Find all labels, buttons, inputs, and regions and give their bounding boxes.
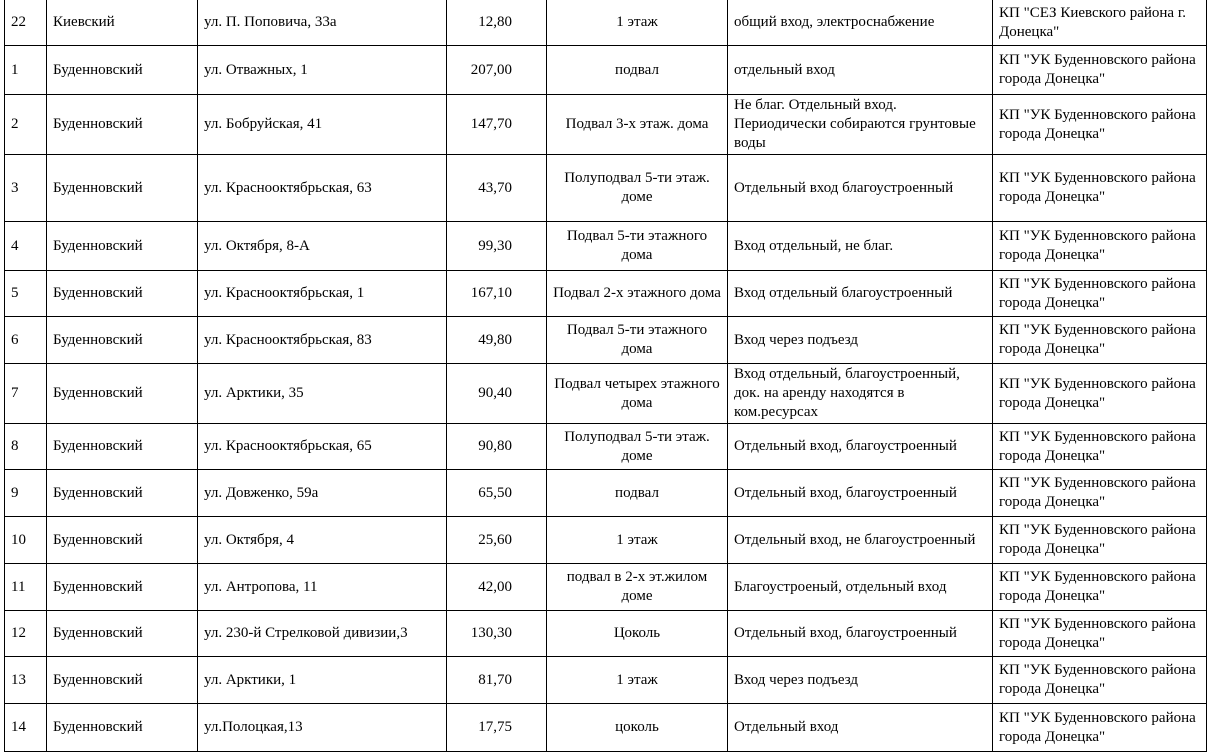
table-row xyxy=(5,271,1207,317)
notes-cell: Вход через подъезд xyxy=(728,657,993,704)
table-row xyxy=(5,46,1207,95)
organization-cell: КП "СЕЗ Киевского района г. Донецка" xyxy=(993,0,1207,46)
district-cell: Буденновский xyxy=(47,657,198,704)
notes-cell: общий вход, электроснабжение xyxy=(728,0,993,46)
floor-cell: 1 этаж xyxy=(547,657,728,704)
area-cell: 65,50 xyxy=(447,470,547,517)
floor-cell: Полуподвал 5-ти этаж. доме xyxy=(547,155,728,222)
row-number: 11 xyxy=(5,564,47,611)
district-cell: Буденновский xyxy=(47,155,198,222)
district-cell: Буденновский xyxy=(47,470,198,517)
table-row xyxy=(5,424,1207,470)
address-cell: ул. Антропова, 11 xyxy=(198,564,447,611)
area-cell: 90,40 xyxy=(447,364,547,424)
district-cell: Киевский xyxy=(47,0,198,46)
organization-cell: КП "УК Буденновского района города Донецка" xyxy=(993,222,1207,271)
district-cell: Буденновский xyxy=(47,271,198,317)
notes-cell: Благоустроеный, отдельный вход xyxy=(728,564,993,611)
notes-cell: Отдельный вход xyxy=(728,704,993,752)
area-cell: 147,70 xyxy=(447,95,547,155)
area-cell: 207,00 xyxy=(447,46,547,95)
notes-cell: Не благ. Отдельный вход. Периодически собираются грунтовые воды xyxy=(728,95,993,155)
area-cell: 49,80 xyxy=(447,317,547,364)
organization-cell: КП "УК Буденновского района города Донецка" xyxy=(993,46,1207,95)
table-row xyxy=(5,364,1207,424)
district-cell: Буденновский xyxy=(47,424,198,470)
premises-table xyxy=(4,0,1207,752)
address-cell: ул.Полоцкая,13 xyxy=(198,704,447,752)
row-number: 8 xyxy=(5,424,47,470)
district-cell: Буденновский xyxy=(47,611,198,657)
notes-cell: Отдельный вход, благоустроенный xyxy=(728,424,993,470)
organization-cell: КП "УК Буденновского района города Донецка" xyxy=(993,317,1207,364)
floor-cell: Полуподвал 5-ти этаж. доме xyxy=(547,424,728,470)
organization-cell: КП "УК Буденновского района города Донецка" xyxy=(993,470,1207,517)
address-cell: ул. Краснооктябрьская, 1 xyxy=(198,271,447,317)
area-cell: 99,30 xyxy=(447,222,547,271)
area-cell: 12,80 xyxy=(447,0,547,46)
floor-cell: цоколь xyxy=(547,704,728,752)
notes-cell: отдельный вход xyxy=(728,46,993,95)
organization-cell: КП "УК Буденновского района города Донецка" xyxy=(993,424,1207,470)
area-cell: 25,60 xyxy=(447,517,547,564)
floor-cell: Цоколь xyxy=(547,611,728,657)
organization-cell: КП "УК Буденновского района города Донецка" xyxy=(993,517,1207,564)
district-cell: Буденновский xyxy=(47,46,198,95)
address-cell: ул. Октября, 4 xyxy=(198,517,447,564)
floor-cell: Подвал 2-х этажного дома xyxy=(547,271,728,317)
notes-cell: Вход отдельный, не благ. xyxy=(728,222,993,271)
organization-cell: КП "УК Буденновского района города Донецка" xyxy=(993,611,1207,657)
address-cell: ул. Октября, 8-А xyxy=(198,222,447,271)
district-cell: Буденновский xyxy=(47,222,198,271)
table-row xyxy=(5,517,1207,564)
row-number: 5 xyxy=(5,271,47,317)
address-cell: ул. Довженко, 59а xyxy=(198,470,447,517)
notes-cell: Отдельный вход, благоустроенный xyxy=(728,611,993,657)
address-cell: ул. Арктики, 35 xyxy=(198,364,447,424)
address-cell: ул. П. Поповича, 33а xyxy=(198,0,447,46)
district-cell: Буденновский xyxy=(47,317,198,364)
notes-cell: Отдельный вход, не благоустроенный xyxy=(728,517,993,564)
floor-cell: 1 этаж xyxy=(547,0,728,46)
organization-cell: КП "УК Буденновского района города Донецка" xyxy=(993,704,1207,752)
area-cell: 17,75 xyxy=(447,704,547,752)
area-cell: 81,70 xyxy=(447,657,547,704)
row-number: 14 xyxy=(5,704,47,752)
notes-cell: Вход отдельный, благоустроенный, док. на аренду находятся в ком.ресурсах xyxy=(728,364,993,424)
floor-cell: подвал в 2-х эт.жилом доме xyxy=(547,564,728,611)
row-number: 10 xyxy=(5,517,47,564)
floor-cell: Подвал 5-ти этажного дома xyxy=(547,317,728,364)
floor-cell: Подвал 5-ти этажного дома xyxy=(547,222,728,271)
district-cell: Буденновский xyxy=(47,95,198,155)
table-body xyxy=(5,0,1207,752)
notes-cell: Вход через подъезд xyxy=(728,317,993,364)
table-row xyxy=(5,0,1207,46)
floor-cell: подвал xyxy=(547,46,728,95)
table-row xyxy=(5,611,1207,657)
row-number: 6 xyxy=(5,317,47,364)
table-row xyxy=(5,95,1207,155)
row-number: 22 xyxy=(5,0,47,46)
row-number: 12 xyxy=(5,611,47,657)
row-number: 13 xyxy=(5,657,47,704)
area-cell: 42,00 xyxy=(447,564,547,611)
district-cell: Буденновский xyxy=(47,517,198,564)
address-cell: ул. Бобруйская, 41 xyxy=(198,95,447,155)
table-row xyxy=(5,155,1207,222)
table-row xyxy=(5,704,1207,752)
table-row xyxy=(5,657,1207,704)
district-cell: Буденновский xyxy=(47,564,198,611)
table-row xyxy=(5,222,1207,271)
notes-cell: Вход отдельный благоустроенный xyxy=(728,271,993,317)
row-number: 4 xyxy=(5,222,47,271)
address-cell: ул. Краснооктябрьская, 83 xyxy=(198,317,447,364)
area-cell: 167,10 xyxy=(447,271,547,317)
district-cell: Буденновский xyxy=(47,704,198,752)
notes-cell: Отдельный вход, благоустроенный xyxy=(728,470,993,517)
floor-cell: Подвал четырех этажного дома xyxy=(547,364,728,424)
address-cell: ул. 230-й Стрелковой дивизии,3 xyxy=(198,611,447,657)
row-number: 9 xyxy=(5,470,47,517)
organization-cell: КП "УК Буденновского района города Донецка" xyxy=(993,657,1207,704)
row-number: 2 xyxy=(5,95,47,155)
address-cell: ул. Отважных, 1 xyxy=(198,46,447,95)
table-row xyxy=(5,564,1207,611)
floor-cell: подвал xyxy=(547,470,728,517)
address-cell: ул. Краснооктябрьская, 63 xyxy=(198,155,447,222)
table-row xyxy=(5,470,1207,517)
area-cell: 90,80 xyxy=(447,424,547,470)
area-cell: 43,70 xyxy=(447,155,547,222)
address-cell: ул. Краснооктябрьская, 65 xyxy=(198,424,447,470)
floor-cell: 1 этаж xyxy=(547,517,728,564)
row-number: 7 xyxy=(5,364,47,424)
row-number: 3 xyxy=(5,155,47,222)
organization-cell: КП "УК Буденновского района города Донецка" xyxy=(993,155,1207,222)
table-row xyxy=(5,317,1207,364)
area-cell: 130,30 xyxy=(447,611,547,657)
address-cell: ул. Арктики, 1 xyxy=(198,657,447,704)
organization-cell: КП "УК Буденновского района города Донецка" xyxy=(993,271,1207,317)
floor-cell: Подвал 3-х этаж. дома xyxy=(547,95,728,155)
row-number: 1 xyxy=(5,46,47,95)
notes-cell: Отдельный вход благоустроенный xyxy=(728,155,993,222)
district-cell: Буденновский xyxy=(47,364,198,424)
organization-cell: КП "УК Буденновского района города Донецка" xyxy=(993,95,1207,155)
organization-cell: КП "УК Буденновского района города Донецка" xyxy=(993,364,1207,424)
organization-cell: КП "УК Буденновского района города Донецка" xyxy=(993,564,1207,611)
